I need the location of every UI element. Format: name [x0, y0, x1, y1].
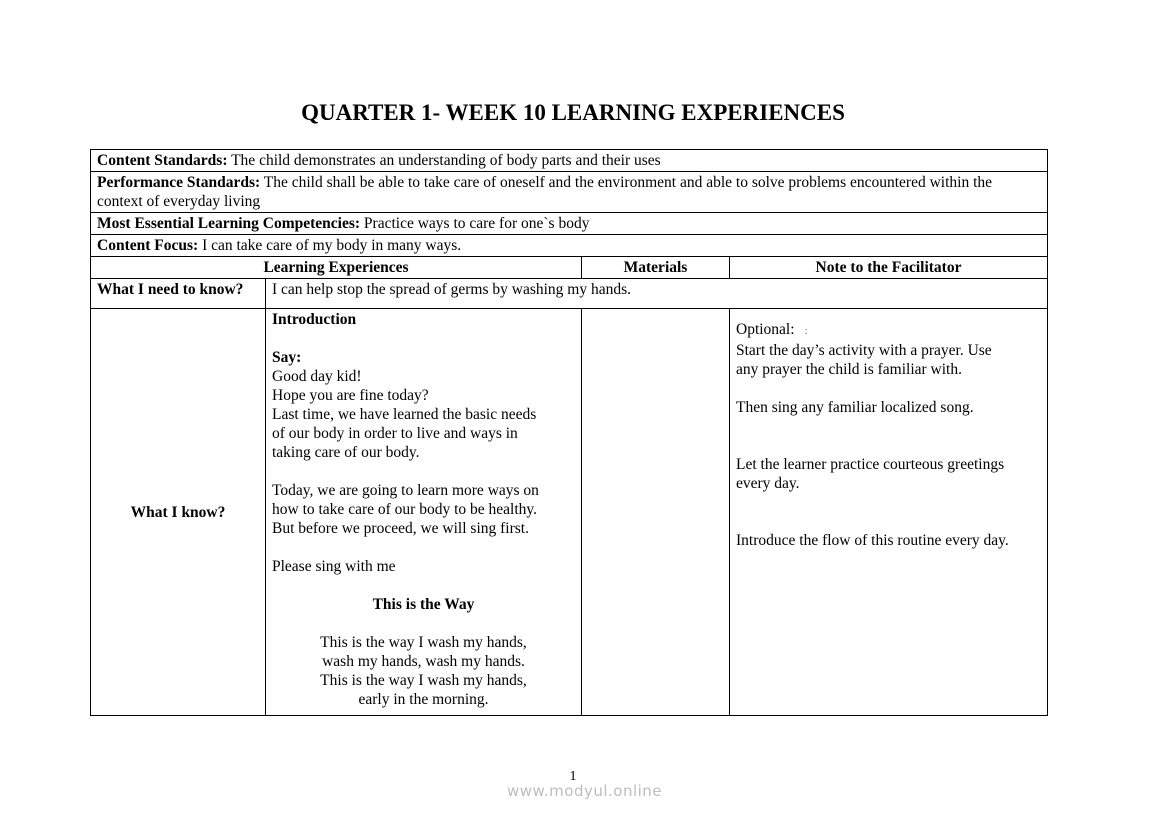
melc-row	[91, 213, 1048, 235]
note-line: Let the learner practice courteous greetings	[736, 456, 1005, 473]
please-sing-text: Please sing with me	[272, 558, 396, 575]
song-line: This is the way I wash my hands,	[320, 634, 527, 651]
what-i-know-label: What I know?	[91, 309, 266, 716]
optional-label: Optional:	[736, 321, 795, 338]
say-line: Hope you are fine today?	[272, 387, 429, 404]
song-line: wash my hands, wash my hands.	[322, 653, 525, 670]
column-header-row	[91, 257, 1048, 279]
content-standards-row	[91, 150, 1048, 172]
note-line: Then sing any familiar localized song.	[736, 399, 974, 416]
performance-standards-label: Performance Standards:	[97, 174, 261, 191]
need-to-know-label: What I need to know?	[91, 279, 266, 309]
song-title: This is the Way	[372, 596, 475, 613]
facilitator-note-cell	[730, 309, 1048, 716]
say-line: taking care of our body.	[272, 444, 420, 461]
say-line: Good day kid!	[272, 368, 362, 385]
say-line: Last time, we have learned the basic needs	[272, 406, 537, 423]
content-focus-text: I can take care of my body in many ways.	[202, 237, 462, 254]
note-line: any prayer the child is familiar with.	[736, 361, 962, 378]
today-line: But before we proceed, we will sing first.	[272, 520, 529, 537]
content-standards-label: Content Standards:	[97, 152, 228, 169]
learning-experiences-header: Learning Experiences	[91, 257, 582, 279]
content-standards-text: The child demonstrates an understanding of body parts and their uses	[231, 152, 661, 169]
melc-text: Practice ways to care for one`s body	[363, 215, 590, 232]
say-line: of our body in order to live and ways in	[272, 425, 518, 442]
materials-cell	[582, 309, 730, 716]
note-line: Introduce the flow of this routine every day.	[736, 532, 1009, 549]
materials-header: Materials	[582, 257, 730, 279]
performance-standards-row	[91, 172, 1048, 213]
learning-experience-cell	[266, 309, 582, 716]
content-focus-label: Content Focus:	[97, 237, 199, 254]
song-line: This is the way I wash my hands,	[320, 672, 527, 689]
say-label: Say:	[272, 349, 302, 366]
today-line: Today, we are going to learn more ways on	[272, 482, 539, 499]
page-number: 1	[569, 769, 577, 784]
song-line: early in the morning.	[358, 691, 489, 708]
what-i-know-row	[91, 309, 1048, 716]
need-to-know-row	[91, 279, 1048, 309]
learning-experiences-table	[90, 149, 1048, 716]
watermark: www.modyul.online	[506, 782, 663, 800]
performance-standards-text: The child shall be able to take care of oneself and the environment and able to solve problems encountered within the context of everyday living	[97, 174, 993, 210]
today-line: how to take care of our body to be healthy.	[272, 501, 537, 518]
optional-mark: :	[804, 325, 808, 337]
note-line: Start the day’s activity with a prayer. Use	[736, 342, 992, 359]
need-to-know-text: I can help stop the spread of germs by washing my hands.	[266, 279, 1048, 309]
content-focus-row	[91, 235, 1048, 257]
note-header: Note to the Facilitator	[730, 257, 1048, 279]
introduction-heading: Introduction	[272, 311, 357, 328]
page-title: QUARTER 1- WEEK 10 LEARNING EXPERIENCES	[301, 100, 845, 125]
note-line: every day.	[736, 475, 800, 492]
melc-label: Most Essential Learning Competencies:	[97, 215, 361, 232]
